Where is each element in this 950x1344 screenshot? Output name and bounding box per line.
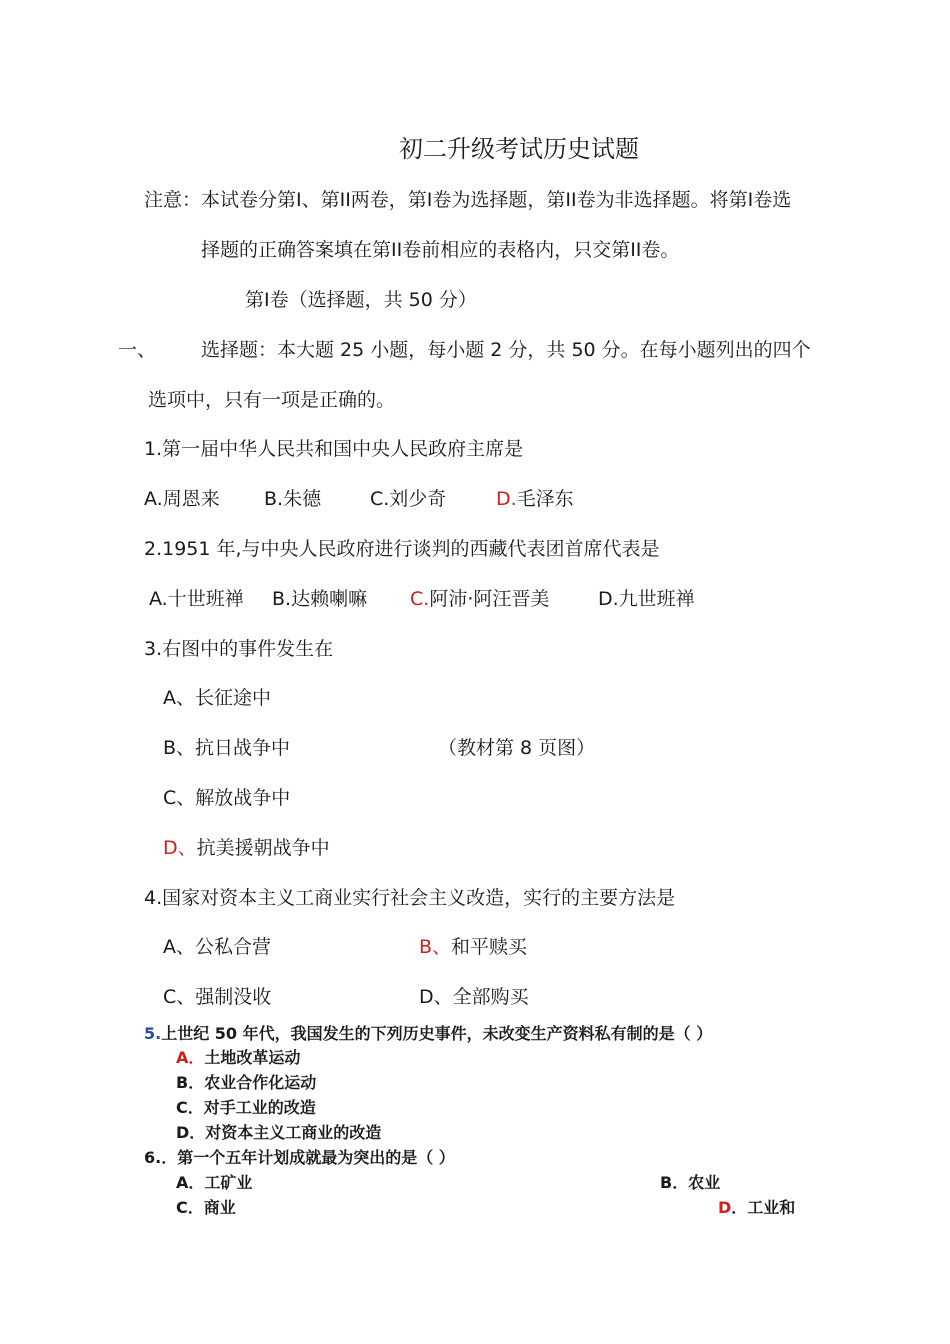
- q6-option-d: [718, 1198, 795, 1218]
- q5-answer-letter: A．: [176, 1048, 205, 1067]
- q1-option-a: A.周恩来: [144, 488, 220, 510]
- q1-option-b: B.朱德: [264, 488, 322, 510]
- q5-stem-text: 上世纪 50 年代，我国发生的下列历史事件，未改变生产资料私有制的是（ ）: [161, 1024, 713, 1043]
- notice-line-1: 注意：本试卷分第I、第II两卷，第I卷为选择题，第II卷为非选择题。将第I卷选: [144, 189, 792, 211]
- notice-line-2: 择题的正确答案填在第II卷前相应的表格内，只交第II卷。: [201, 239, 680, 261]
- q5-option-c: C．对手工业的改造: [176, 1098, 316, 1117]
- q3-option-d: [163, 836, 330, 860]
- q4-option-b: [419, 935, 527, 959]
- q2-option-a: A.十世班禅: [149, 588, 244, 610]
- q1-answer-letter: D.: [496, 488, 517, 510]
- q2-option-c: [410, 587, 549, 611]
- q3-option-b: B、抗日战争中: [163, 737, 291, 759]
- q5-option-d: D．对资本主义工商业的改造: [176, 1123, 382, 1142]
- page-title: 初二升级考试历史试题: [399, 135, 639, 163]
- q4-answer-letter: B、: [419, 936, 452, 958]
- q5-option-a-text: 土地改革运动: [204, 1048, 301, 1067]
- q3-textbook-note: （教材第 8 页图）: [438, 737, 596, 759]
- q6-option-b: B．农业: [660, 1173, 721, 1192]
- q2-answer-letter: C.: [410, 588, 430, 610]
- section1-number: 一、: [118, 339, 157, 361]
- q2-stem: 2.1951 年,与中央人民政府进行谈判的西藏代表团首席代表是: [144, 538, 660, 560]
- q2-option-b: B.达赖喇嘛: [272, 588, 368, 610]
- q3-option-d-text: 抗美援朝战争中: [196, 837, 330, 859]
- q2-option-d: D.九世班禅: [598, 588, 695, 610]
- q3-answer-letter: D、: [163, 837, 197, 859]
- q3-option-c: C、解放战争中: [163, 787, 291, 809]
- q5-stem: [144, 1024, 712, 1044]
- q6-option-c: C．商业: [176, 1198, 236, 1217]
- q3-stem: 3.右图中的事件发生在: [144, 638, 334, 660]
- q5-option-b: B．农业合作化运动: [176, 1073, 317, 1092]
- q4-option-d: D、全部购买: [419, 986, 529, 1008]
- q5-option-a: [176, 1048, 300, 1068]
- q6-stem: 6.．第一个五年计划成就最为突出的是（ ）: [144, 1148, 455, 1167]
- q1-option-d: [496, 487, 574, 511]
- q5-number: 5.: [144, 1024, 162, 1043]
- q2-option-c-text: 阿沛·阿汪晋美: [429, 588, 550, 610]
- q4-option-b-text: 和平赎买: [451, 936, 528, 958]
- q6-answer-letter: D: [718, 1198, 732, 1217]
- q4-option-c: C、强制没收: [163, 986, 272, 1008]
- q1-stem: 1.第一届中华人民共和国中央人民政府主席是: [144, 438, 524, 460]
- q3-option-a: A、长征途中: [163, 687, 271, 709]
- section1-instructions-line-1: 选择题：本大题 25 小题，每小题 2 分，共 50 分。在每小题列出的四个: [201, 339, 811, 361]
- section1-instructions-line-2: 选项中，只有一项是正确的。: [148, 389, 396, 411]
- q4-option-a: A、公私合营: [163, 936, 271, 958]
- part1-heading: 第I卷（选择题，共 50 分）: [245, 289, 477, 311]
- q6-option-a: A．工矿业: [176, 1173, 253, 1192]
- q1-option-d-text: 毛泽东: [516, 488, 574, 510]
- q1-option-c: C.刘少奇: [370, 488, 447, 510]
- q4-stem: 4.国家对资本主义工商业实行社会主义改造，实行的主要方法是: [144, 887, 676, 909]
- q6-option-d-text: ．工业和: [731, 1198, 796, 1217]
